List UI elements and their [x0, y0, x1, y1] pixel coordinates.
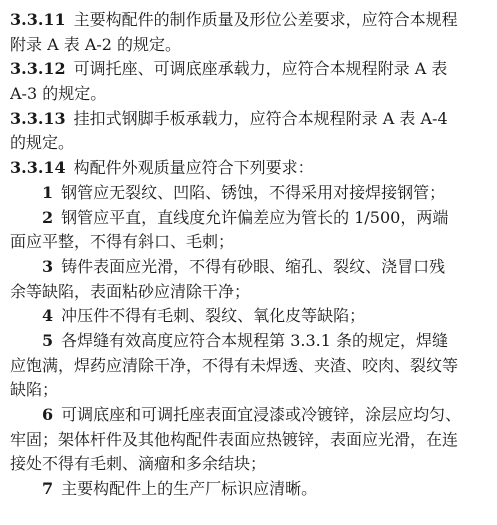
clause-number: 3.3.13	[10, 108, 66, 128]
clause-text: 主要构配件的制作质量及形位公差要求，应符合本规程	[73, 10, 458, 29]
clause-3-3-13-line-1	[10, 107, 492, 132]
item-7-line-1	[10, 477, 492, 502]
clause-3-3-12-line-2	[10, 82, 492, 107]
clause-number: 3.3.11	[10, 10, 66, 29]
clause-3-3-13-line-2	[10, 131, 492, 156]
clause-number: 3.3.14	[10, 158, 66, 178]
item-number: 5	[42, 330, 54, 350]
item-3-line-2	[10, 280, 492, 305]
item-5-line-2	[10, 354, 492, 379]
clause-text: 的规定。	[10, 133, 75, 153]
item-number: 3	[42, 256, 54, 276]
clause-text: 可调托座、可调底座承载力，应符合本规程附录 A 表	[73, 59, 448, 79]
item-2-line-2	[10, 230, 492, 255]
item-6-line-3	[10, 452, 492, 477]
item-text: 缺陷；	[10, 380, 59, 400]
item-6-line-1	[10, 403, 492, 428]
item-5-line-3	[10, 378, 492, 403]
clause-3-3-14-line-1	[10, 156, 492, 181]
clause-3-3-11-line-2	[10, 33, 492, 58]
item-6-line-2	[10, 428, 492, 453]
item-text: 面应平整，不得有斜口、毛刺；	[10, 232, 235, 252]
item-3-line-1	[10, 255, 492, 280]
item-number: 4	[42, 306, 54, 326]
item-text: 冲压件不得有毛刺、裂纹、氧化皮等缺陷；	[61, 306, 366, 326]
clause-3-3-12-line-1	[10, 57, 492, 82]
item-text: 钢管应无裂纹、凹陷、锈蚀，不得采用对接焊接钢管；	[61, 182, 446, 202]
item-text: 接处不得有毛刺、滴瘤和多余结块；	[10, 454, 267, 474]
item-text: 牢固；架体杆件及其他构配件表面应热镀锌，表面应光滑，在连	[10, 429, 459, 449]
item-5-line-1	[10, 329, 492, 354]
item-text: 可调底座和可调托座表面宜浸漆或冷镀锌，涂层应均匀、	[61, 405, 462, 424]
item-text: 钢管应平直，直线度允许偏差应为管长的 1/500，两端	[61, 207, 449, 227]
item-number: 1	[42, 182, 54, 202]
clause-3-3-11-line-1	[10, 8, 492, 33]
item-text: 各焊缝有效高度应符合本规程第 3.3.1 条的规定，焊缝	[61, 330, 449, 350]
clause-number: 3.3.12	[10, 59, 66, 79]
item-4-line-1	[10, 304, 492, 329]
document-body	[10, 8, 492, 502]
clause-text: 构配件外观质量应符合下列要求：	[73, 158, 314, 178]
item-text: 主要构配件上的生产厂标识应清晰。	[61, 479, 318, 499]
item-2-line-1	[10, 206, 492, 231]
item-number: 6	[42, 405, 54, 424]
clause-text: 挂扣式钢脚手板承载力，应符合本规程附录 A 表 A-4	[73, 108, 448, 128]
clause-text: A-3 的规定。	[10, 84, 107, 104]
item-number: 7	[42, 479, 54, 499]
item-text: 应饱满，焊药应清除干净，不得有未焊透、夹渣、咬肉、裂纹等	[10, 355, 459, 375]
item-number: 2	[42, 207, 54, 227]
item-text: 余等缺陷，表面粘砂应清除干净；	[10, 281, 251, 301]
item-text: 铸件表面应光滑，不得有砂眼、缩孔、裂纹、浇冒口残	[61, 256, 446, 276]
clause-text: 附录 A 表 A-2 的规定。	[10, 34, 182, 54]
item-1-line-1	[10, 181, 492, 206]
